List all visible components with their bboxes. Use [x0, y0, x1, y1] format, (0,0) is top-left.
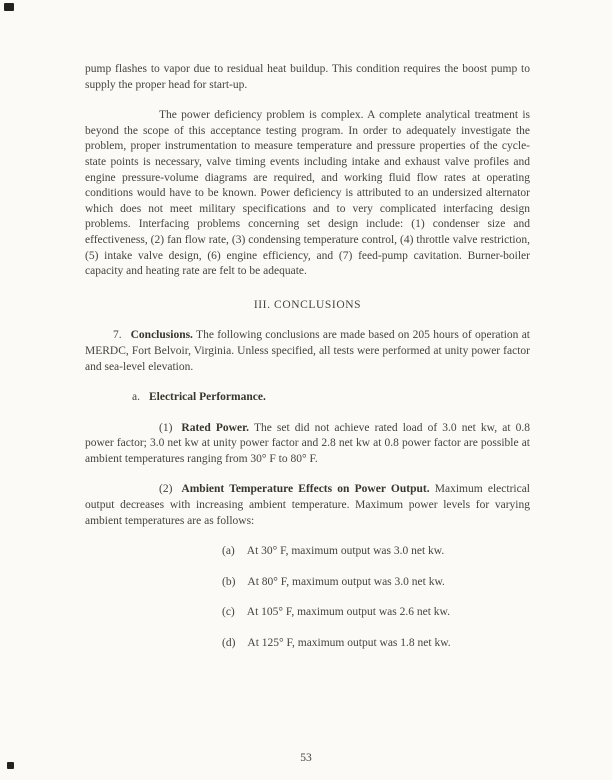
page-body: [85, 62, 530, 652]
item-text: Maximum electrical output decreases with increasing ambient temperature. Maximum power levels for varying ambient temperatures are as follows:: [85, 483, 530, 527]
paragraph-rated-power: [85, 421, 530, 468]
paragraph-text: The following conclusions are made based on 205 hours of operation at MERDC, Fort Belvoir, Virginia. Unless specified, all tests were performed at unity power factor and sea-level elevation.: [85, 329, 531, 373]
list-item-c: [222, 605, 530, 621]
item-title: Ambient Temperature Effects on Power Output.: [181, 483, 430, 496]
item-text: The set did not achieve rated load of 3.0 net kw, at 0.8 power factor; 3.0 net kw at unity power factor and 2.8 net kw at 0.8 power factor are possible at ambient temperatures ranging from 30° F to 80° F.: [85, 421, 530, 465]
list-item-text: At 105° F, maximum output was 2.6 net kw.: [246, 606, 450, 619]
list-item-label: (d): [222, 637, 236, 650]
subsection-electrical: [132, 390, 530, 406]
scan-artifact-top-left: [4, 3, 14, 11]
item-label: (2): [159, 483, 173, 496]
subsection-title: Electrical Performance.: [148, 391, 266, 404]
paragraph-title: Conclusions.: [130, 329, 193, 342]
list-item-text: At 80° F, maximum output was 3.0 net kw.: [247, 575, 445, 588]
list-item-b: [222, 575, 530, 591]
list-item-text: At 30° F, maximum output was 3.0 net kw.: [246, 545, 445, 558]
list-item-label: (c): [222, 606, 235, 619]
item-title: Rated Power.: [181, 421, 250, 434]
item-label: (1): [159, 421, 173, 434]
list-item-label: (a): [222, 545, 235, 558]
paragraph-conclusions: [85, 328, 530, 375]
page-number: 53: [300, 752, 312, 764]
paragraph-ambient-temperature: [85, 482, 530, 529]
list-item-d: [222, 636, 530, 652]
paragraph-continuation: pump flashes to vapor due to residual heat buildup. This condition requires the boost pump to supply the proper head for start-up.: [85, 63, 530, 91]
list-item-text: At 125° F, maximum output was 1.8 net kw.: [247, 637, 451, 650]
paragraph-power-deficiency: The power deficiency problem is complex. A complete analytical treatment is beyond the scope of this acceptance testing program. In order to adequately investigate the problem, proper instrumentation to measure temperature and pressure properties of the cycle-state points is necessary, valve timing events including intake and exhaust valve profiles and engine pressure-volume diagrams are required, and working fluid flow rates at operating conditions would have to be known. Power deficiency is attributed to an undersized alternator which does not meet military specifications and to very complicated interfacing design problems. Interfacing problems concerning set design include: (1) condenser size and effectiveness, (2) fan flow rate, (3) condensing temperature control, (4) throttle valve restriction, (5) intake valve design, (6) engine efficiency, and (7) feed-pump cavitation. Burner-boiler capacity and heating rate are felt to be adequate.: [85, 109, 530, 278]
paragraph-number: 7.: [113, 329, 122, 342]
list-item-a: [222, 544, 530, 560]
section-heading: III. CONCLUSIONS: [253, 298, 362, 311]
list-item-label: (b): [222, 575, 236, 588]
subsection-label: a.: [132, 391, 140, 404]
